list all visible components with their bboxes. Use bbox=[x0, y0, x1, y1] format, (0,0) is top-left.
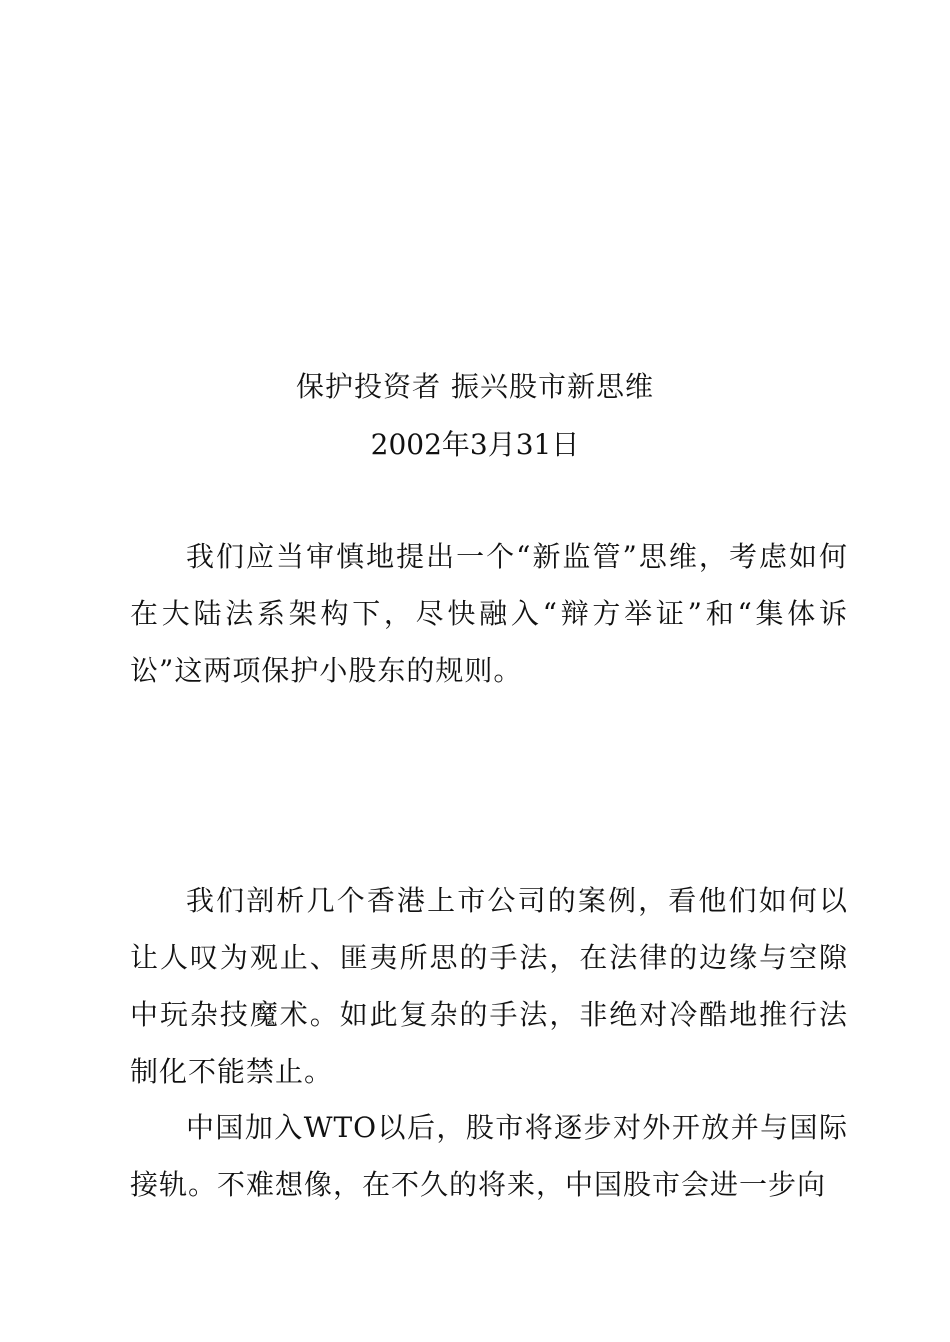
paragraph-2: 我们剖析几个香港上市公司的案例，看他们如何以让人叹为观止、匪夷所思的手法，在法律的边缘与空隙中玩杂技魔术。如此复杂的手法，非绝对冷酷地推行法制化不能禁止。 bbox=[130, 884, 848, 1088]
document-date: 2002年3月31日 bbox=[370, 428, 580, 461]
document-title: 保护投资者 振兴股市新思维 bbox=[296, 370, 654, 403]
paragraph-1: 我们应当审慎地提出一个“新监管”思维，考虑如何在大陆法系架构下，尽快融入“辩方举证”和“集体诉讼”这两项保护小股东的规则。 bbox=[130, 540, 848, 687]
paragraph-3: 中国加入WTO以后，股市将逐步对外开放并与国际接轨。不难想像，在不久的将来，中国股市会进一步向 bbox=[130, 1111, 848, 1201]
